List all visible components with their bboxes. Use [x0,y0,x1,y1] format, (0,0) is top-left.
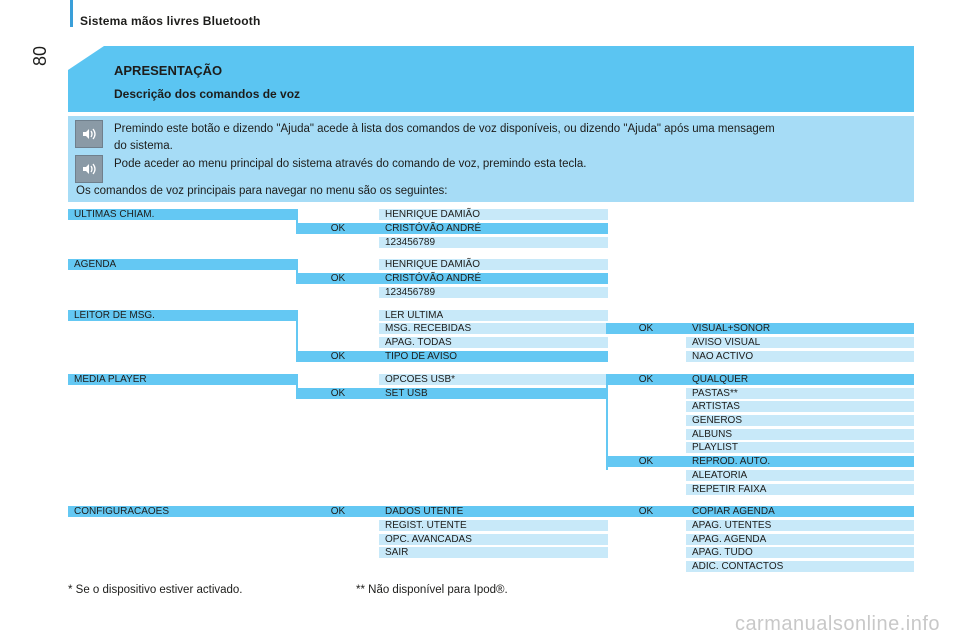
voice-command-icon [75,155,103,183]
menu-item: APAG. TODAS [379,337,608,348]
ok-label: OK [606,374,686,385]
connector [606,323,608,334]
ok-label: OK [606,323,686,334]
submenu-item: ADIC. CONTACTOS [686,561,914,572]
ok-label: OK [606,456,686,467]
menu-item: LER ULTIMA [379,310,608,321]
submenu-item: GENEROS [686,415,914,426]
menu-item: SET USB [379,388,608,399]
menu-config: CONFIGURACAOES [68,506,298,517]
menu-media: MEDIA PLAYER [68,374,298,385]
title-banner [68,46,914,112]
menu-item: TIPO DE AVISO [379,351,608,362]
menu-item: SAIR [379,547,608,558]
banner-subtitle: Descrição dos comandos de voz [114,87,301,101]
menu-item: MSG. RECEBIDAS [379,323,608,334]
submenu-item: COPIAR AGENDA [686,506,914,517]
submenu-item: PASTAS** [686,388,914,399]
info-line-1b: do sistema. [114,140,173,152]
menu-item: OPC. AVANCADAS [379,534,608,545]
menu-item: HENRIQUE DAMIÃO [379,209,608,220]
menu-ultimas: ULTIMAS CHIAM. [68,209,298,220]
footnote-2: ** Não disponível para Ipod®. [356,584,508,596]
menu-item: OPCOES USB* [379,374,608,385]
submenu-item: NAO ACTIVO [686,351,914,362]
submenu-item: APAG. AGENDA [686,534,914,545]
ok-label: OK [296,351,380,362]
menu-item: CRISTÓVÃO ANDRÉ [379,273,608,284]
footnote-1: * Se o dispositivo estiver activado. [68,584,243,596]
submenu-item: REPROD. AUTO. [686,456,914,467]
ok-label: OK [296,388,380,399]
ok-label: OK [606,506,686,517]
ok-label: OK [296,273,380,284]
menu-item: CRISTÓVÃO ANDRÉ [379,223,608,234]
submenu-item: ALEATORIA [686,470,914,481]
info-line-1a: Premindo este botão e dizendo "Ajuda" acede à lista dos comandos de voz disponíveis, ou dizendo "Ajuda" após uma mensagem [114,123,775,135]
menu-item: DADOS UTENTE [379,506,608,517]
submenu-item: VISUAL+SONOR [686,323,914,334]
info-line-2: Pode aceder ao menu principal do sistema através do comando de voz, premindo esta tecla. [114,158,587,170]
section-title: Sistema mãos livres Bluetooth [80,14,261,28]
submenu-item: APAG. UTENTES [686,520,914,531]
menu-leitor: LEITOR DE MSG. [68,310,298,321]
menu-item: 123456789 [379,287,608,298]
section-marker-bar [70,0,73,27]
submenu-item: REPETIR FAIXA [686,484,914,495]
watermark: carmanualsonline.info [734,613,940,635]
info-line-3: Os comandos de voz principais para navegar no menu são os seguintes: [76,185,448,197]
submenu-item: PLAYLIST [686,442,914,453]
menu-item: 123456789 [379,237,608,248]
submenu-item: ARTISTAS [686,401,914,412]
voice-command-icon [75,120,103,148]
menu-item: REGIST. UTENTE [379,520,608,531]
page-number: 80 [30,45,50,66]
banner-corner [68,46,104,70]
menu-item: HENRIQUE DAMIÃO [379,259,608,270]
ok-label: OK [296,223,380,234]
ok-label: OK [296,506,380,517]
submenu-item: ALBUNS [686,429,914,440]
banner-title: APRESENTAÇÃO [114,63,223,78]
submenu-item: APAG. TUDO [686,547,914,558]
submenu-item: AVISO VISUAL [686,337,914,348]
submenu-item: QUALQUER [686,374,914,385]
menu-agenda: AGENDA [68,259,298,270]
